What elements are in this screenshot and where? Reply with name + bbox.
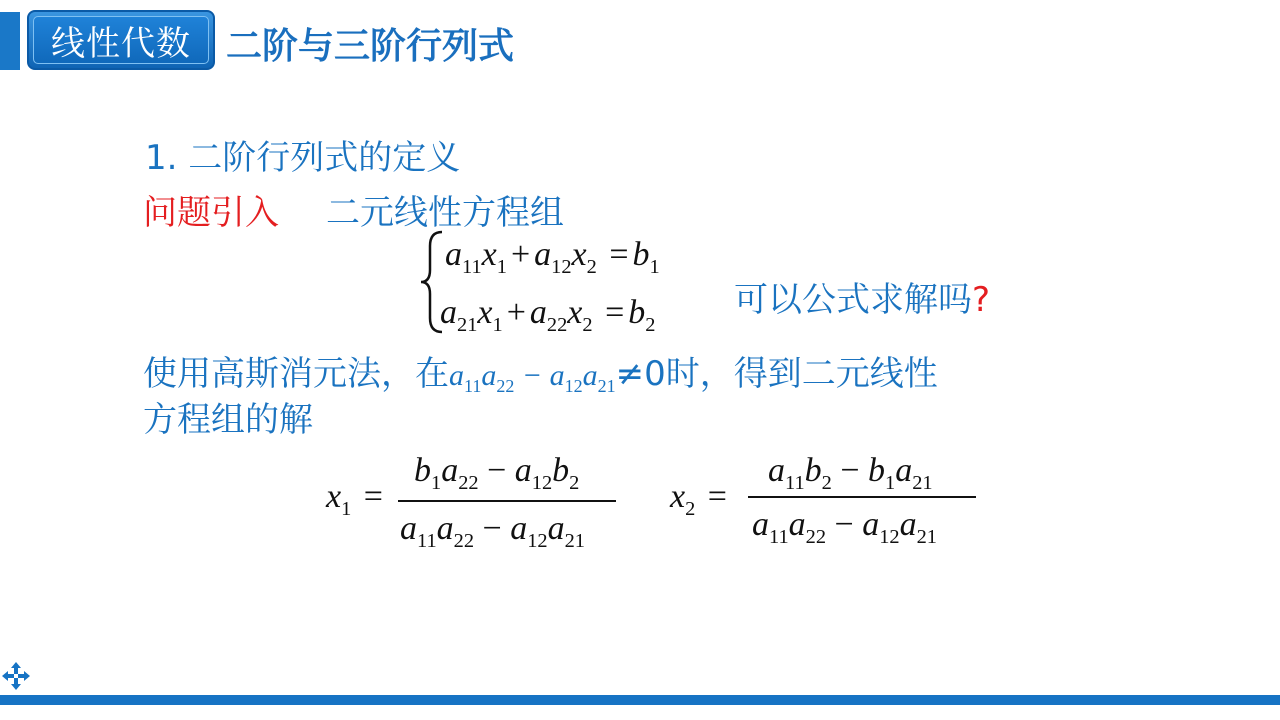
x1-label: $x_1$ = <box>326 478 383 520</box>
equation-2: $a_{21}x_1 + a_{22}x_2 = b_2$ <box>440 294 656 336</box>
page-title: 二阶与三阶行列式 <box>226 26 515 67</box>
problem-label: 问题引入 <box>143 193 279 233</box>
footer-bar <box>0 695 1280 705</box>
problem-text: 二元线性方程组 <box>326 193 564 233</box>
section-heading: 1. 二阶行列式的定义 <box>145 138 461 178</box>
course-badge-label: 线性代数 <box>51 23 191 64</box>
header-accent-strip <box>0 12 20 70</box>
x2-fraction-bar <box>748 496 976 498</box>
x2-denominator: $a_{11}a_{22} - a_{12}a_{21}$ <box>752 506 937 548</box>
x1-numerator: $b_1a_{22} - a_{12}b_2$ <box>414 452 580 494</box>
x2-label: $x_2$ = <box>670 478 727 520</box>
x1-denominator: $a_{11}a_{22} - a_{12}a_{21}$ <box>400 510 585 552</box>
four-arrow-icon[interactable] <box>0 660 32 692</box>
paragraph-line-2: 方程组的解 <box>143 400 313 440</box>
x1-fraction-bar <box>398 500 616 502</box>
course-badge <box>27 10 215 70</box>
paragraph-line-1: 使用高斯消元法，在$a_{11}a_{22} - a_{12}a_{21}\ne 0$时，得到二元线性 <box>143 354 938 396</box>
equation-1: $a_{11}x_1 + a_{12}x_2 = b_1$ <box>445 236 660 278</box>
question-text: 可以公式求解吗? <box>734 280 991 320</box>
x2-numerator: $a_{11}b_2 - b_1a_{21}$ <box>768 452 933 494</box>
